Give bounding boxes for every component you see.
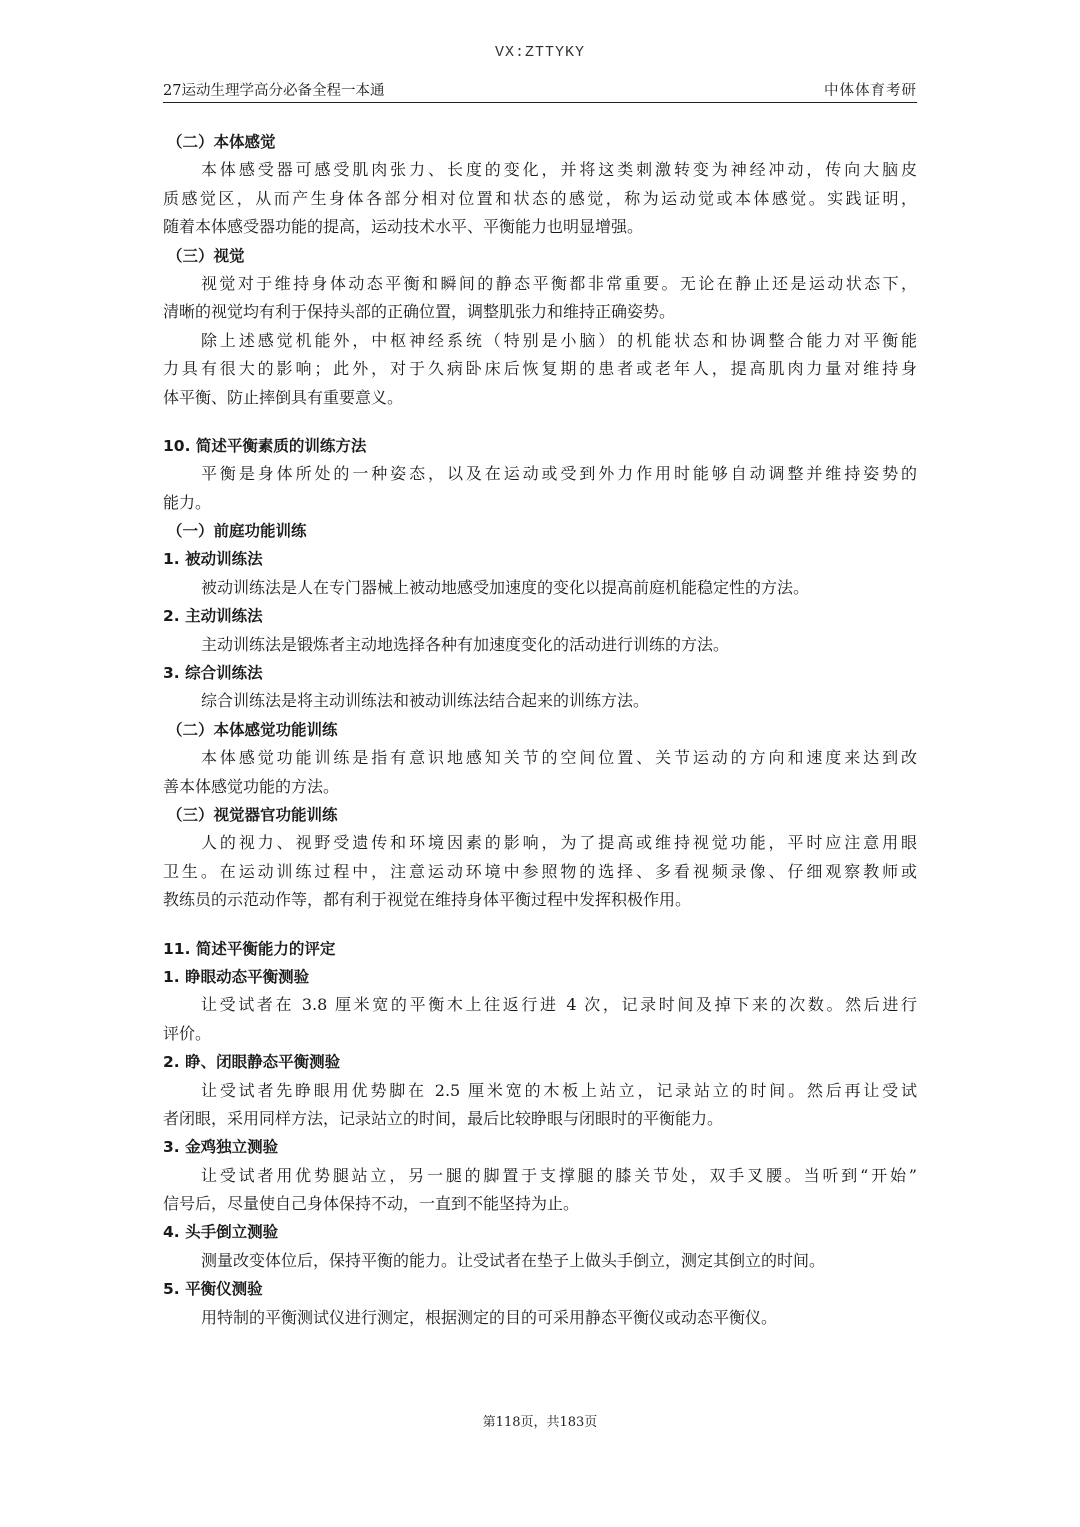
header-book-title: 27运动生理学高分必备全程一本通 xyxy=(163,83,385,99)
paragraph-line: 平衡是身体所处的一种姿态，以及在运动或受到外力作用时能够自动调整并维持姿势的 xyxy=(201,464,917,484)
paragraph-line: 让受试者先睁眼用优势脚在 2.5 厘米宽的木板上站立，记录站立的时间。然后再让受试 xyxy=(201,1080,917,1100)
paragraph-line: 视觉对于维持身体动态平衡和瞬间的静态平衡都非常重要。无论在静止还是运动状态下， xyxy=(201,273,917,293)
page-number: 第118页，共183页 xyxy=(482,1415,598,1430)
paragraph-line: 让受试者在 3.8 厘米宽的平衡木上往返行进 4 次，记录时间及掉下来的次数。然后进行 xyxy=(201,995,917,1015)
section-title: （二）本体感觉 xyxy=(167,133,276,151)
section-title: （二）本体感觉功能训练 xyxy=(167,720,338,739)
item-title: 3. 综合训练法 xyxy=(163,664,263,683)
section-title: （三）视觉器官功能训练 xyxy=(167,805,338,824)
paragraph-line: 信号后，尽量使自己身体保持不动，一直到不能坚持为止。 xyxy=(163,1194,580,1214)
paragraph-line: 力具有很大的影响；此外，对于久病卧床后恢复期的患者或老年人，提高肌肉力量对维持身 xyxy=(163,359,917,379)
paragraph-line: 人的视力、视野受遗传和环境因素的影响，为了提高或维持视觉功能，平时应注意用眼 xyxy=(201,833,917,853)
item-title: 3. 金鸡独立测验 xyxy=(163,1138,279,1157)
paragraph-line: 主动训练法是锻炼者主动地选择各种有加速度变化的活动进行训练的方法。 xyxy=(201,634,730,654)
item-title: 1. 被动训练法 xyxy=(163,550,263,569)
paragraph-line: 综合训练法是将主动训练法和被动训练法结合起来的训练方法。 xyxy=(201,691,650,711)
paragraph-line: 本体感觉功能训练是指有意识地感知关节的空间位置、关节运动的方向和速度来达到改 xyxy=(201,748,917,768)
page-header xyxy=(163,78,917,103)
paragraph-line: 除上述感觉机能外，中枢神经系统（特别是小脑）的机能状态和协调整合能力对平衡能 xyxy=(201,330,917,350)
item-title: 2. 睁、闭眼静态平衡测验 xyxy=(163,1053,341,1072)
paragraph-line: 让受试者用优势腿站立，另一腿的脚置于支撑腿的膝关节处，双手叉腰。当听到“开始” xyxy=(201,1165,917,1185)
item-title: 5. 平衡仪测验 xyxy=(163,1280,263,1299)
item-title: 1. 睁眼动态平衡测验 xyxy=(163,967,310,986)
question-title: 10. 简述平衡素质的训练方法 xyxy=(163,436,367,455)
section-title: （一）前庭功能训练 xyxy=(167,522,307,541)
paragraph-line: 善本体感觉功能的方法。 xyxy=(163,776,340,796)
question-title: 11. 简述平衡能力的评定 xyxy=(163,939,336,958)
paragraph-line: 随着本体感受器功能的提高，运动技术水平、平衡能力也明显增强。 xyxy=(163,217,644,237)
paragraph-line: 质感觉区，从而产生身体各部分相对位置和状态的感觉，称为运动觉或本体感觉。实践证明， xyxy=(163,188,917,208)
page-content xyxy=(163,128,917,1332)
paragraph-line: 本体感受器可感受肌肉张力、长度的变化，并将这类刺激转变为神经冲动，传向大脑皮 xyxy=(201,160,917,180)
paragraph-line: 体平衡、防止摔倒具有重要意义。 xyxy=(163,387,404,407)
paragraph-line: 测量改变体位后，保持平衡的能力。让受试者在垫子上做头手倒立，测定其倒立的时间。 xyxy=(201,1250,826,1270)
paragraph-line: 评价。 xyxy=(163,1023,212,1043)
paragraph-line: 卫生。在运动训练过程中，注意运动环境中参照物的选择、多看视频录像、仔细观察教师或 xyxy=(163,861,917,881)
watermark: VX:ZTTYKY xyxy=(494,44,585,61)
paragraph-line: 教练员的示范动作等，都有利于视觉在维持身体平衡过程中发挥积极作用。 xyxy=(163,890,692,910)
paragraph-line: 被动训练法是人在专门器械上被动地感受加速度的变化以提高前庭机能稳定性的方法。 xyxy=(201,577,810,597)
paragraph-line: 用特制的平衡测试仪进行测定，根据测定的目的可采用静态平衡仪或动态平衡仪。 xyxy=(201,1307,778,1327)
item-title: 2. 主动训练法 xyxy=(163,607,263,626)
item-title: 4. 头手倒立测验 xyxy=(163,1223,279,1242)
paragraph-line: 能力。 xyxy=(163,492,212,512)
section-title: （三）视觉 xyxy=(167,246,245,265)
header-publisher: 中体体育考研 xyxy=(824,83,917,99)
paragraph-line: 清晰的视觉均有利于保持头部的正确位置，调整肌张力和维持正确姿势。 xyxy=(163,302,676,322)
paragraph-line: 者闭眼，采用同样方法，记录站立的时间，最后比较睁眼与闭眼时的平衡能力。 xyxy=(163,1108,724,1128)
